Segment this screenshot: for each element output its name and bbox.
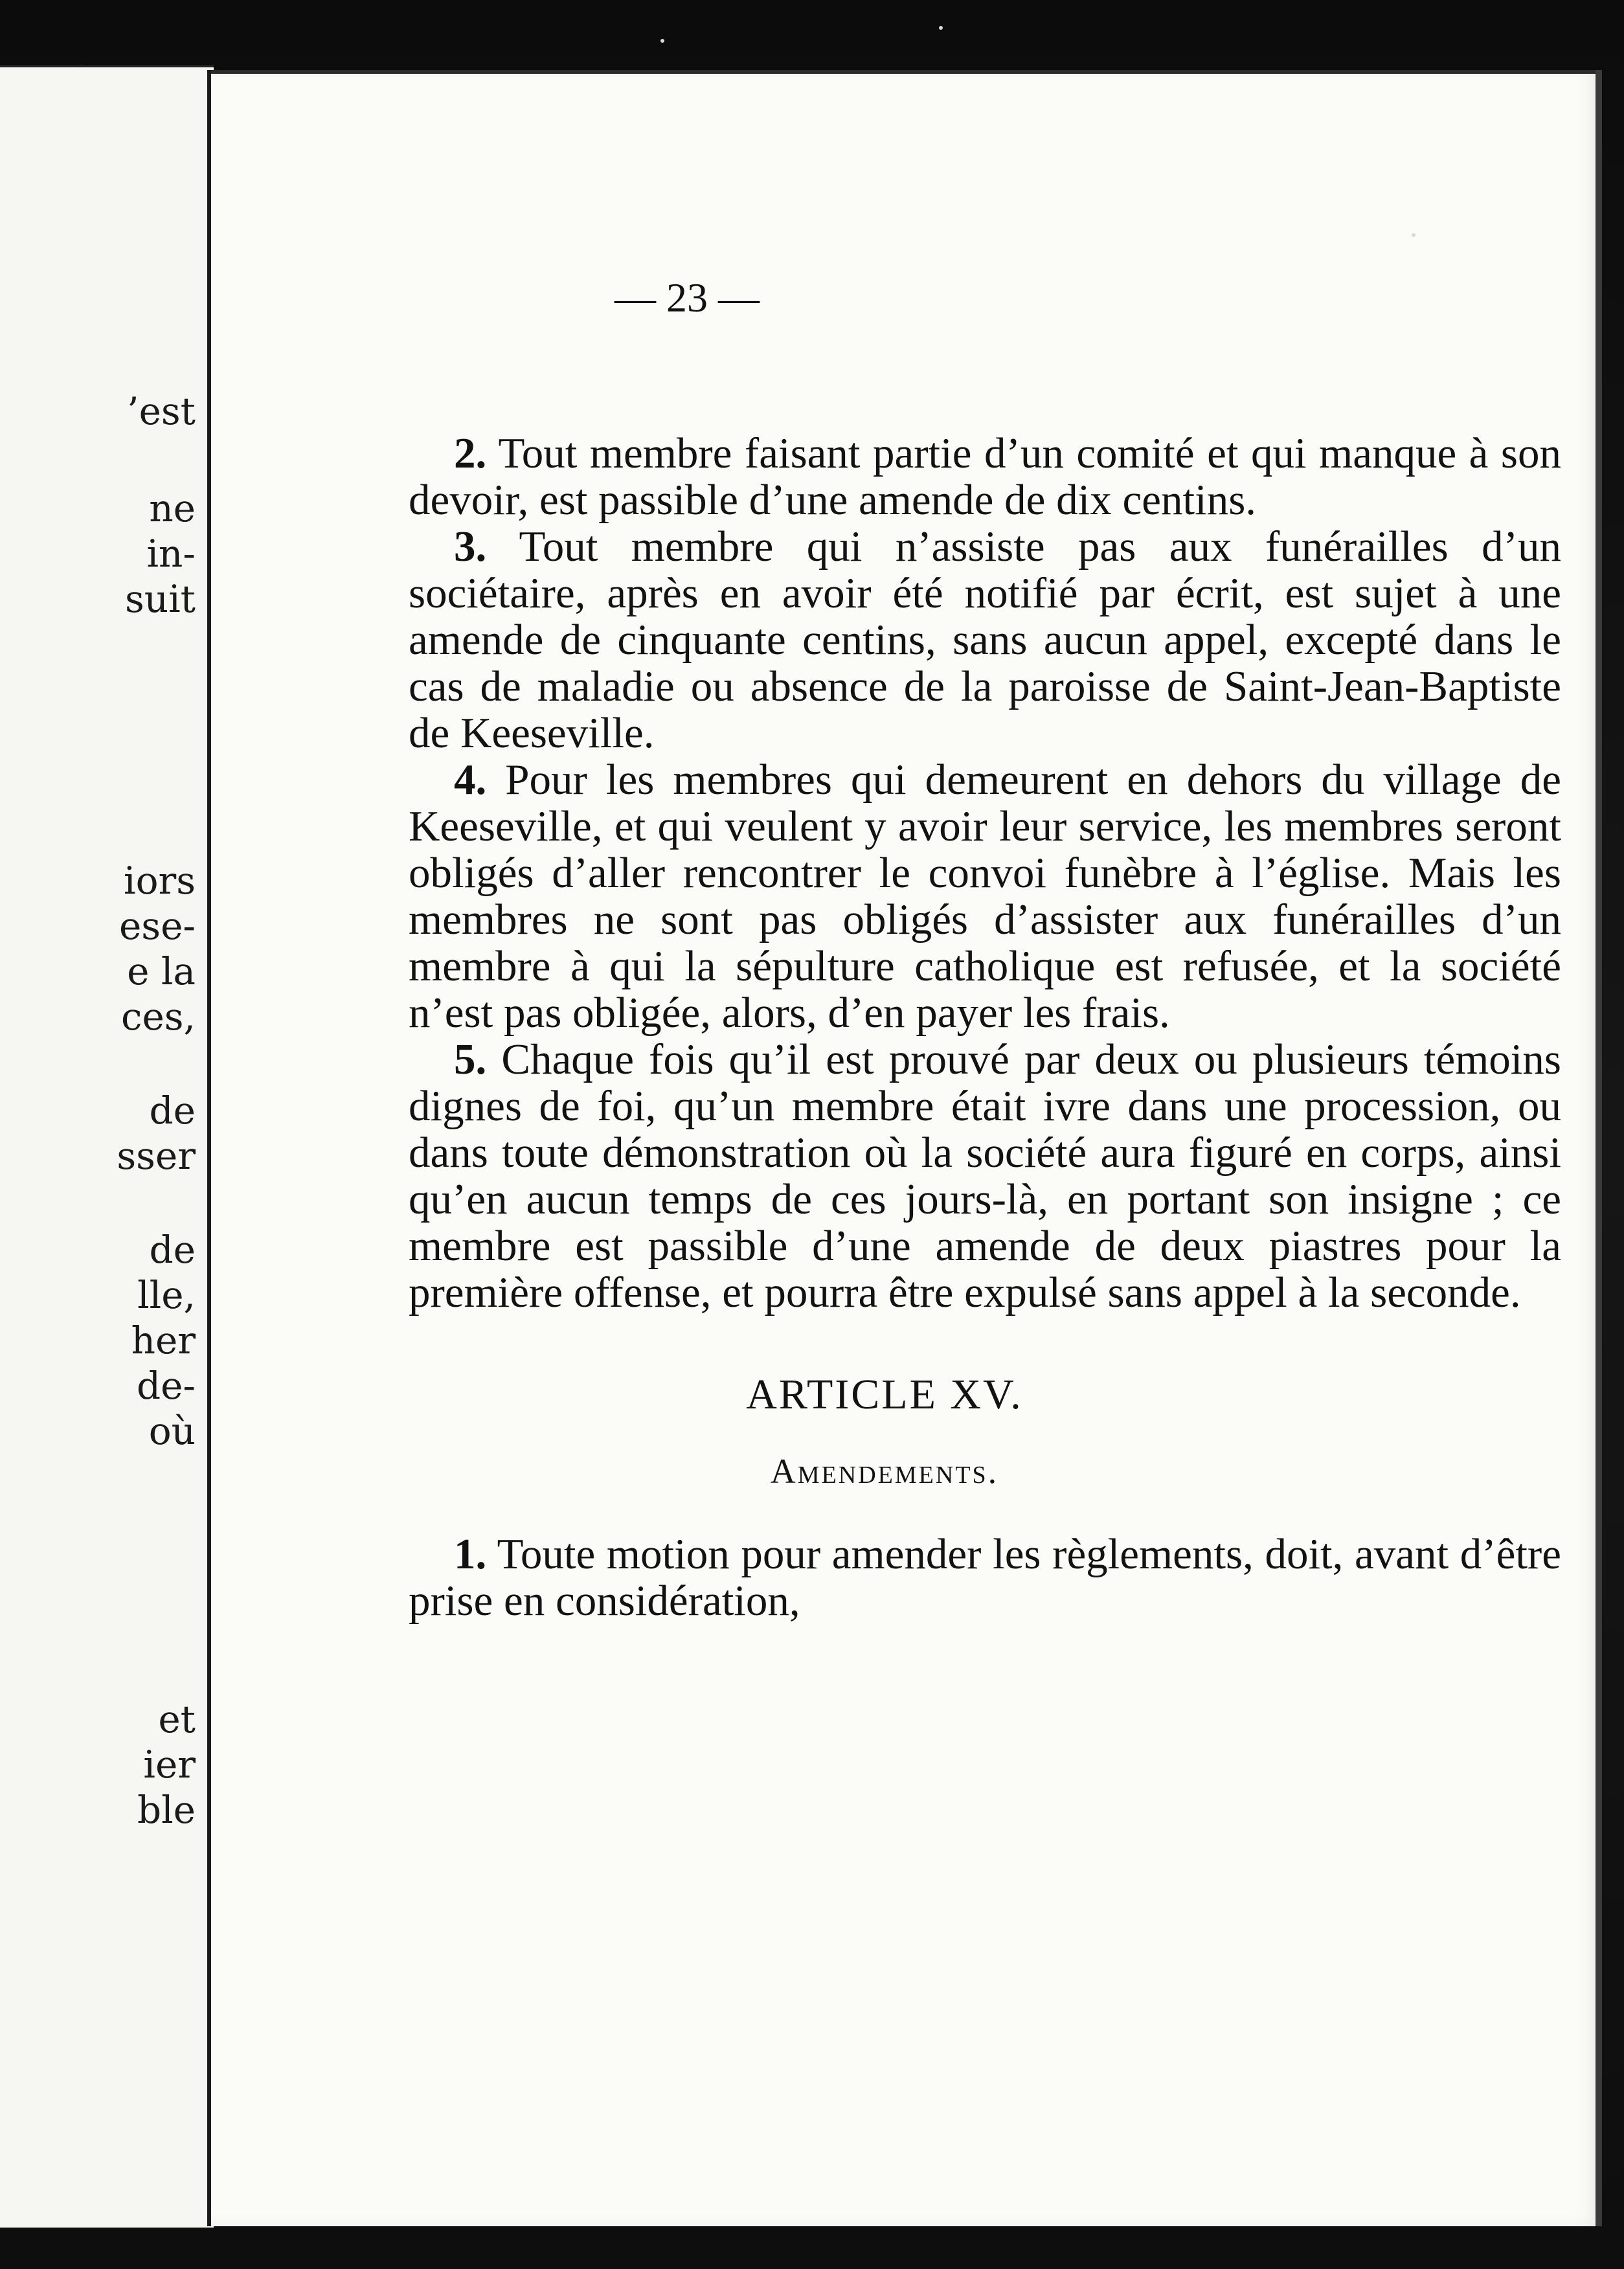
section-title: Amendements.	[770, 1452, 999, 1491]
paragraph-number: 1.	[454, 1530, 487, 1578]
page-body	[409, 430, 1561, 1624]
paragraph-number: 3.	[454, 523, 487, 570]
paragraph-number: 4.	[454, 756, 487, 804]
left-fragment: her	[131, 1318, 196, 1362]
scan-speck	[939, 26, 943, 30]
left-fragment: ces,	[120, 995, 196, 1039]
left-fragment: e la	[127, 949, 196, 993]
right-page-edge	[1596, 70, 1602, 2226]
left-fragment: et	[158, 1697, 196, 1741]
article-title: ARTICLE XV.	[746, 1371, 1023, 1418]
paragraph-text: Tout membre qui n’assiste pas aux funérailles d’un sociétaire, après en avoir été notifié par écrit, est sujet à une amende de cinquante centins, sans aucun appel, excepté dans le cas de maladie ou absence de la paroisse de Saint-Jean-Baptiste de Keeseville.	[409, 523, 1561, 757]
right-page-top-edge	[211, 70, 1602, 74]
left-fragment: ble	[137, 1788, 196, 1832]
left-fragment: ese-	[118, 904, 196, 948]
left-fragment: sser	[117, 1134, 196, 1178]
left-fragment: suit	[125, 577, 196, 621]
left-fragment: de	[149, 1089, 196, 1133]
left-fragment: in-	[146, 532, 196, 576]
paragraph-text: Pour les membres qui demeurent en dehors du village de Keeseville, et qui veulent y avoir leur service, les membres seront obligés d’aller rencontrer le convoi funèbre à l’église. Mais les membres ne sont pas obligés d’assister aux funérailles d’un membre à qui la sépulture catholique est refusée, et la société n’est pas obligée, alors, d’en payer les frais.	[409, 756, 1561, 1037]
article-paragraph-1	[409, 1531, 1561, 1624]
left-fragment: iors	[124, 859, 196, 903]
left-fragment: ne	[149, 486, 196, 530]
scan-speck	[1412, 233, 1415, 237]
left-fragment: ier	[143, 1743, 196, 1787]
scan-speck	[660, 39, 664, 43]
left-page	[0, 65, 214, 2228]
paragraph-number: 2.	[454, 429, 487, 477]
left-fragment: ’est	[127, 389, 196, 433]
right-page	[207, 70, 1602, 2226]
page-number: — 23 —	[615, 275, 760, 321]
paragraph-text: Toute motion pour amender les règlements, doit, avant d’être prise en considération,	[409, 1530, 1561, 1625]
paragraph-2	[409, 430, 1561, 523]
paragraph-number: 5.	[454, 1035, 487, 1083]
left-fragment: de-	[136, 1364, 196, 1408]
left-fragment: lle,	[137, 1273, 196, 1317]
paragraph-4	[409, 756, 1561, 1036]
paragraph-3	[409, 523, 1561, 756]
paragraph-5	[409, 1036, 1561, 1316]
paragraph-text: Tout membre faisant partie d’un comité et qui manque à son devoir, est passible d’une amende de dix centins.	[409, 429, 1561, 524]
left-page-top-edge	[0, 65, 214, 67]
left-fragment: de	[149, 1228, 196, 1272]
left-fragment: où	[148, 1409, 196, 1453]
paragraph-text: Chaque fois qu’il est prouvé par deux ou plusieurs témoins dignes de foi, qu’un membre était ivre dans une procession, ou dans toute démonstration où la société aura figuré en corps, ainsi qu’en aucun temps de ces jours-là, en portant son insigne ; ce membre est passible d’une amende de deux piastres pour la première offense, et pourra être expulsé sans appel à la seconde.	[409, 1035, 1561, 1316]
